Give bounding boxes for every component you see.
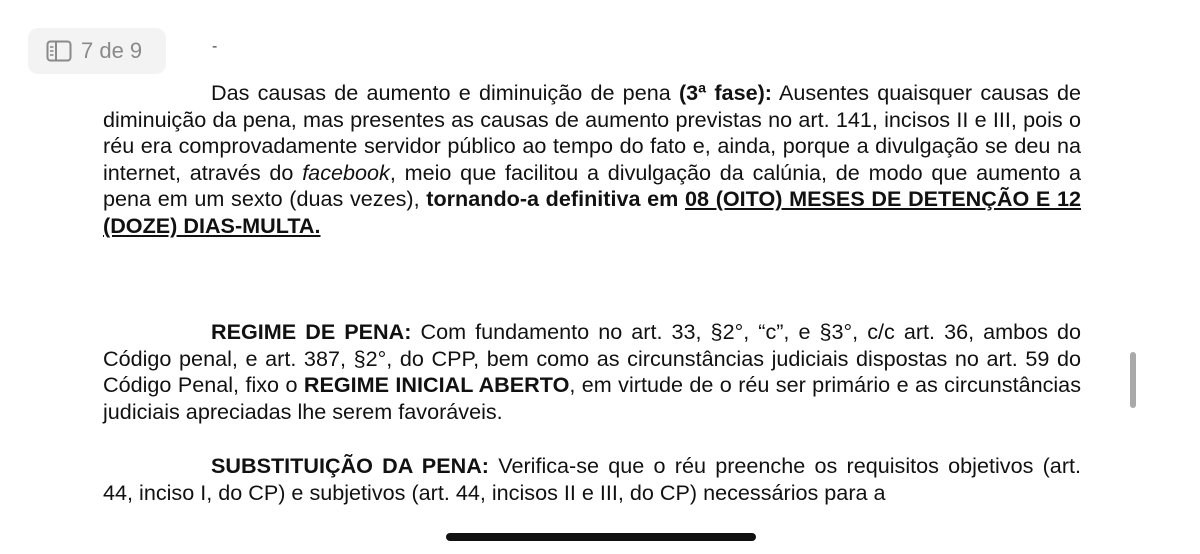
p1-bold-fase: (3ª fase): (678, 80, 772, 105)
toolbar-dash: - (212, 38, 218, 55)
p2-text-1: Com fundamento no art. 33, §2°, “c”, e §3°, c/c art. 36, ambos do Código penal, e art. 387, §2°, do CPP, bem como as circunstâncias judiciais dispostas no art. 59 do Código Penal, fixo o (103, 319, 1081, 398)
p1-text-2: Ausentes quaisquer causas de diminuição da pena, mas presentes as causas de aumento previstas no art. 141, incisos II e III, pois o réu era comprovadamente servidor público ao tempo do fato e, ainda, porque a divulgação se deu na internet, através do (103, 80, 1081, 185)
home-indicator[interactable] (446, 533, 756, 541)
p3-heading: SUBSTITUIÇÃO DA PENA: (211, 453, 489, 478)
paragraph-substituicao-pena (103, 453, 1081, 506)
p2-text-2: , em virtude de o réu ser primário e as circunstâncias judiciais apreciadas lhe serem favoráveis. (103, 372, 1081, 424)
p1-text-3: , meio que facilitou a divulgação da calúnia, de modo que aumento a pena em um sexto (duas vezes), (103, 159, 1081, 212)
sidebar-icon (46, 40, 72, 62)
page-indicator[interactable] (28, 28, 166, 74)
p1-text-1: Das causas de aumento e diminuição de pena (211, 80, 679, 105)
p3-text-1: Verifica-se que o réu preenche os requisitos objetivos (art. 44, inciso I, do CP) e subjetivos (art. 44, incisos II e III, do CP) necessários para a (103, 453, 1082, 505)
scrollbar[interactable] (1130, 352, 1136, 408)
paragraph-regime-pena (103, 319, 1081, 425)
p2-bold-regime: REGIME INICIAL ABERTO (303, 372, 570, 398)
p2-heading: REGIME DE PENA: (211, 319, 412, 344)
paragraph-causas-aumento (103, 80, 1081, 240)
p1-bold-tornando: tornando-a definitiva em (426, 186, 686, 212)
p1-bold-underline-pena: 08 (OITO) MESES DE DETENÇÃO E 12 (DOZE) DIAS-MULTA. (103, 186, 1081, 238)
p1-italic-facebook: facebook (302, 159, 390, 185)
page-count: 7 de 9 (81, 38, 143, 63)
